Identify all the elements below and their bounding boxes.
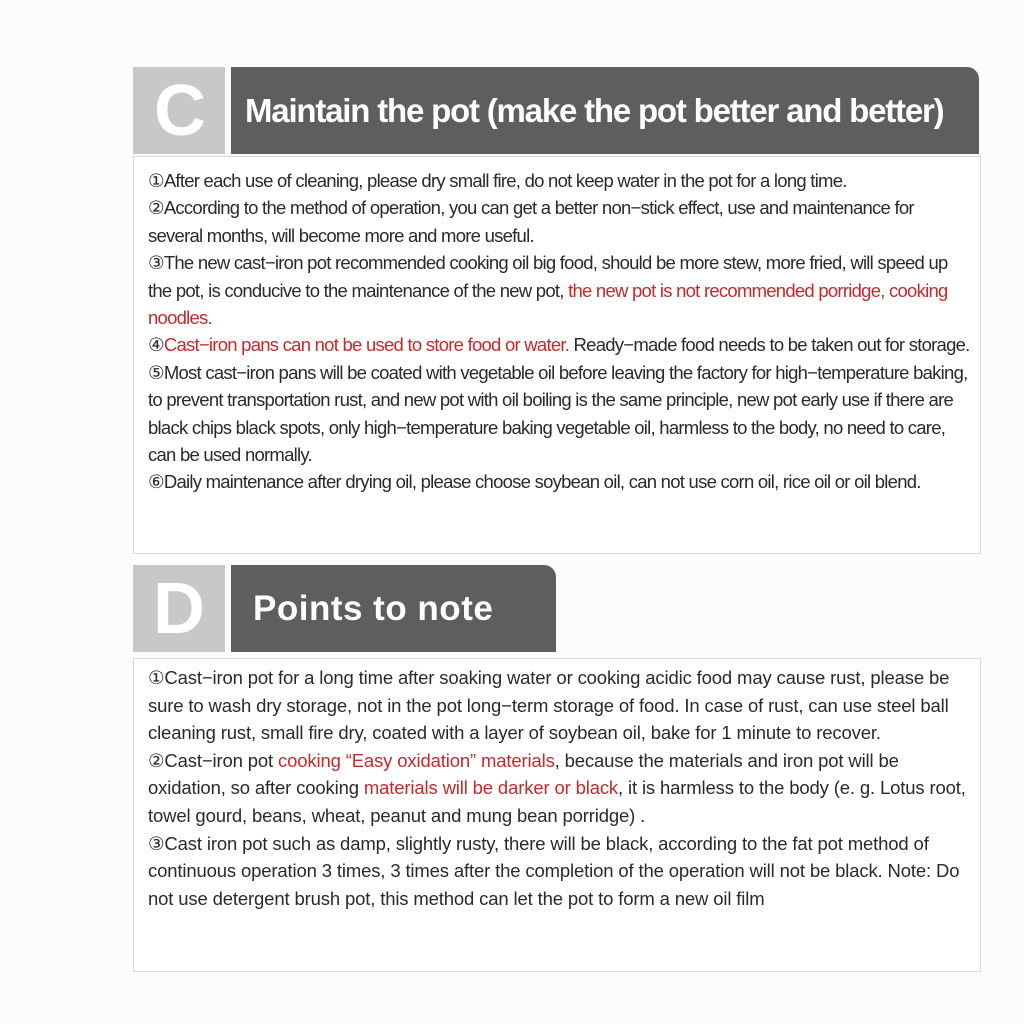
section-c-content bbox=[133, 156, 981, 554]
section-d-letter: D bbox=[133, 565, 225, 652]
section-d-item-3: ③Cast iron pot such as damp, slightly rusty, there will be black, according to the fat pot method of continuous operation 3 times, 3 times after the completion of the operation will not be black. Note: Do not use detergent brush pot, this method can let the pot to form a new oil film bbox=[148, 832, 960, 909]
section-d-item-2: ②Cast−iron pot cooking “Easy oxidation” materials, because the materials and iron pot will be oxidation, so after cooking materials will be darker or black, it is harmless to the body (e. g. Lotus root, towel gourd, beans, wheat, peanut and mung bean porridge) . bbox=[148, 749, 966, 826]
section-c-item-4: ④Cast−iron pans can not be used to store food or water. Ready−made food needs to be taken out for storage. bbox=[148, 334, 970, 356]
section-c-item-5: ⑤Most cast−iron pans will be coated with vegetable oil before leaving the factory for high−temperature baking, to prevent transportation rust, and new pot with oil boiling is the same principle, new pot early use if there are black chips black spots, only high−temperature baking vegetable oil, harmless to the body, no need to care, can be used normally. bbox=[148, 361, 968, 466]
section-c-letter: C bbox=[133, 67, 225, 154]
section-c-item-1: ①After each use of cleaning, please dry small fire, do not keep water in the pot for a long time. bbox=[148, 170, 847, 191]
section-d-item-1: ①Cast−iron pot for a long time after soaking water or cooking acidic food may cause rust, please be sure to wash dry storage, not in the pot long−term storage of food. In case of rust, can use steel ball cleaning rust, small fire dry, coated with a layer of soybean oil, bake for 1 minute to recover. bbox=[148, 667, 950, 744]
section-d-title: Points to note bbox=[231, 565, 556, 652]
section-d-header bbox=[133, 565, 556, 652]
highlight-text: the new pot is not recommended porridge, cooking noodles. bbox=[148, 279, 948, 329]
highlight-text: Cast−iron pans can not be used to store food or water. bbox=[163, 334, 570, 356]
highlight-text: cooking “Easy oxidation” materials bbox=[278, 749, 555, 771]
highlight-text: materials will be darker or black bbox=[363, 777, 619, 799]
section-c-item-2: ②According to the method of operation, you can get a better non−stick effect, use and maintenance for several months, will become more and more useful. bbox=[148, 197, 914, 246]
section-d-content bbox=[133, 658, 981, 972]
section-c-item-3: ③The new cast−iron pot recommended cooking oil big food, should be more stew, more fried, will speed up the pot, is conducive to the maintenance of the new pot, the new pot is not recommended porridge, cooking noodles. bbox=[148, 252, 948, 329]
section-c-item-6: ⑥Daily maintenance after drying oil, please choose soybean oil, can not use corn oil, rice oil or oil blend. bbox=[148, 471, 921, 493]
section-c-header bbox=[133, 67, 979, 154]
section-c-title: Maintain the pot (make the pot better and better) bbox=[231, 67, 979, 154]
